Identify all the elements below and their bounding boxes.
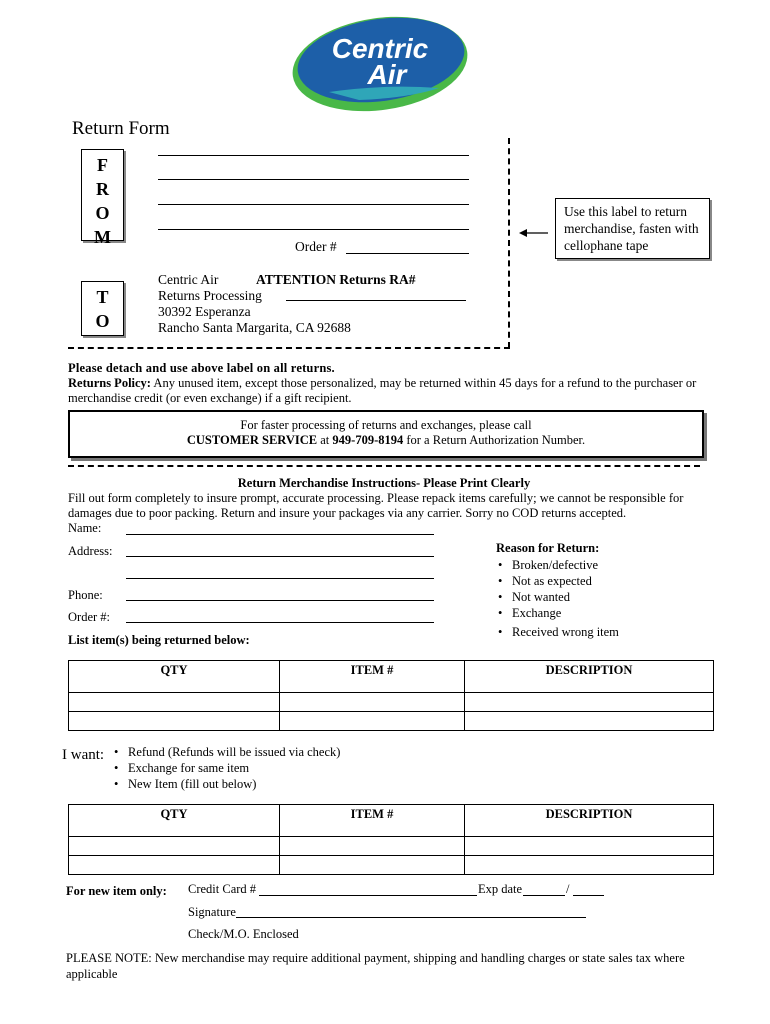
- from-letter: R: [96, 179, 109, 199]
- order-line[interactable]: [346, 253, 469, 254]
- address-field-2[interactable]: [126, 578, 434, 579]
- exp-year-field[interactable]: [573, 895, 604, 896]
- table-row: [69, 712, 714, 731]
- policy-text: Any unused item, except those personalized, may be returned within 45 days for a refund to the purchaser or merchandise credit (or even exchange) if a gift recipient.: [68, 376, 697, 405]
- name-field[interactable]: [126, 534, 434, 535]
- to-letter: T: [96, 287, 109, 307]
- reason-option[interactable]: • Broken/defective: [496, 557, 619, 573]
- from-line-4[interactable]: [158, 229, 469, 230]
- check-mo-option[interactable]: Check/M.O. Enclosed: [188, 927, 299, 941]
- table-row: [69, 837, 714, 856]
- cs-label: CUSTOMER SERVICE: [186, 433, 318, 447]
- i-want-list: [112, 744, 340, 792]
- logo-text-air: Air: [367, 59, 407, 90]
- from-line-1[interactable]: [158, 155, 469, 156]
- centric-air-logo: [289, 14, 472, 112]
- table-cell[interactable]: [69, 856, 280, 875]
- exp-month-field[interactable]: [523, 895, 565, 896]
- logo-graphic: [289, 14, 472, 112]
- ra-number-line[interactable]: [286, 300, 466, 301]
- from-letter: M: [94, 227, 111, 247]
- reason-option[interactable]: • Not wanted: [496, 589, 619, 605]
- exp-slash: /: [566, 882, 570, 896]
- table-cell[interactable]: [465, 712, 714, 731]
- cs-phone[interactable]: 949-709-8194: [332, 433, 404, 447]
- reason-option[interactable]: • Not as expected: [496, 573, 619, 589]
- i-want-option[interactable]: • Exchange for same item: [112, 760, 340, 776]
- cut-line-middle: [68, 465, 700, 467]
- from-line-2[interactable]: [158, 179, 469, 180]
- from-letter: O: [95, 203, 110, 223]
- new-items-table: [68, 804, 714, 875]
- table-cell[interactable]: [280, 837, 465, 856]
- col-description: DESCRIPTION: [465, 805, 714, 837]
- reason-heading: Reason for Return:: [496, 541, 600, 555]
- phone-label: Phone:: [68, 588, 103, 602]
- cs-line-1: For faster processing of returns and exchanges, please call: [240, 418, 532, 432]
- logo-text-centric: Centric: [331, 33, 429, 64]
- to-company: Centric Air: [158, 272, 219, 287]
- from-letter: F: [97, 155, 108, 175]
- from-box: [81, 149, 124, 247]
- col-qty: QTY: [69, 805, 280, 837]
- order-number-field[interactable]: [126, 622, 434, 623]
- i-want-option[interactable]: • Refund (Refunds will be issued via check): [112, 744, 340, 760]
- please-note: PLEASE NOTE: New merchandise may require additional payment, shipping and handling charges or state sales tax where applicable: [66, 951, 685, 981]
- instructions-heading: Return Merchandise Instructions- Please Print Clearly: [237, 476, 531, 490]
- signature-field[interactable]: [236, 917, 586, 918]
- attention-ra: ATTENTION Returns RA#: [256, 272, 416, 287]
- to-letter: O: [95, 311, 110, 331]
- to-box: [81, 281, 124, 336]
- table-cell[interactable]: [280, 856, 465, 875]
- table-cell[interactable]: [69, 693, 280, 712]
- credit-card-label: Credit Card #: [188, 882, 257, 896]
- reason-option[interactable]: • Received wrong item: [496, 624, 619, 640]
- col-description: DESCRIPTION: [465, 661, 714, 693]
- i-want-label: I want:: [62, 747, 105, 763]
- col-qty: QTY: [69, 661, 280, 693]
- col-item: ITEM #: [280, 661, 465, 693]
- from-line-3[interactable]: [158, 204, 469, 205]
- cs-line-2: [70, 433, 702, 448]
- form-title: Return Form: [72, 118, 170, 139]
- to-street: 30392 Esperanza: [158, 304, 251, 319]
- table-cell[interactable]: [465, 856, 714, 875]
- signature-label: Signature: [188, 905, 236, 919]
- col-item: ITEM #: [280, 805, 465, 837]
- label-note-box: Use this label to return merchandise, fasten with cellophane tape: [555, 198, 710, 259]
- policy-label: Returns Policy:: [68, 376, 151, 390]
- detach-text: Please detach and use above label on all returns.: [68, 361, 335, 375]
- to-dept: Returns Processing: [158, 288, 262, 303]
- returns-policy: [68, 376, 708, 406]
- phone-field[interactable]: [126, 600, 434, 601]
- arrow-left-icon: [517, 226, 549, 240]
- order-number-label: Order #:: [68, 610, 110, 624]
- list-heading: List item(s) being returned below:: [68, 633, 250, 647]
- table-cell[interactable]: [69, 837, 280, 856]
- i-want-option[interactable]: • New Item (fill out below): [112, 776, 340, 792]
- table-row: [69, 693, 714, 712]
- table-cell[interactable]: [465, 837, 714, 856]
- address-label: Address:: [68, 544, 113, 558]
- instructions-text: Fill out form completely to insure prompt, accurate processing. Please repack items carefully; we cannot be responsible for damages due to poor packing. Return and insure your packages via any carrier. Sorry no COD returns accepted.: [68, 491, 684, 520]
- table-cell[interactable]: [465, 693, 714, 712]
- table-cell[interactable]: [69, 712, 280, 731]
- cs-rest: for a Return Authorization Number.: [406, 433, 586, 447]
- address-field-1[interactable]: [126, 556, 434, 557]
- table-cell[interactable]: [280, 693, 465, 712]
- customer-service-box: [68, 410, 704, 458]
- returned-items-table: [68, 660, 714, 731]
- reason-option[interactable]: • Exchange: [496, 605, 619, 621]
- order-label: Order #: [295, 239, 337, 254]
- table-cell[interactable]: [280, 712, 465, 731]
- credit-card-field[interactable]: [259, 895, 477, 896]
- to-city: Rancho Santa Margarita, CA 92688: [158, 320, 351, 335]
- new-item-label: For new item only:: [66, 884, 167, 898]
- label-cut-line-horizontal: [68, 347, 510, 349]
- exp-date-label: Exp date: [478, 882, 523, 896]
- cs-at: at: [320, 433, 330, 447]
- name-label: Name:: [68, 521, 102, 535]
- reason-list: [496, 557, 619, 640]
- table-row: [69, 856, 714, 875]
- label-cut-line-vertical: [508, 138, 510, 348]
